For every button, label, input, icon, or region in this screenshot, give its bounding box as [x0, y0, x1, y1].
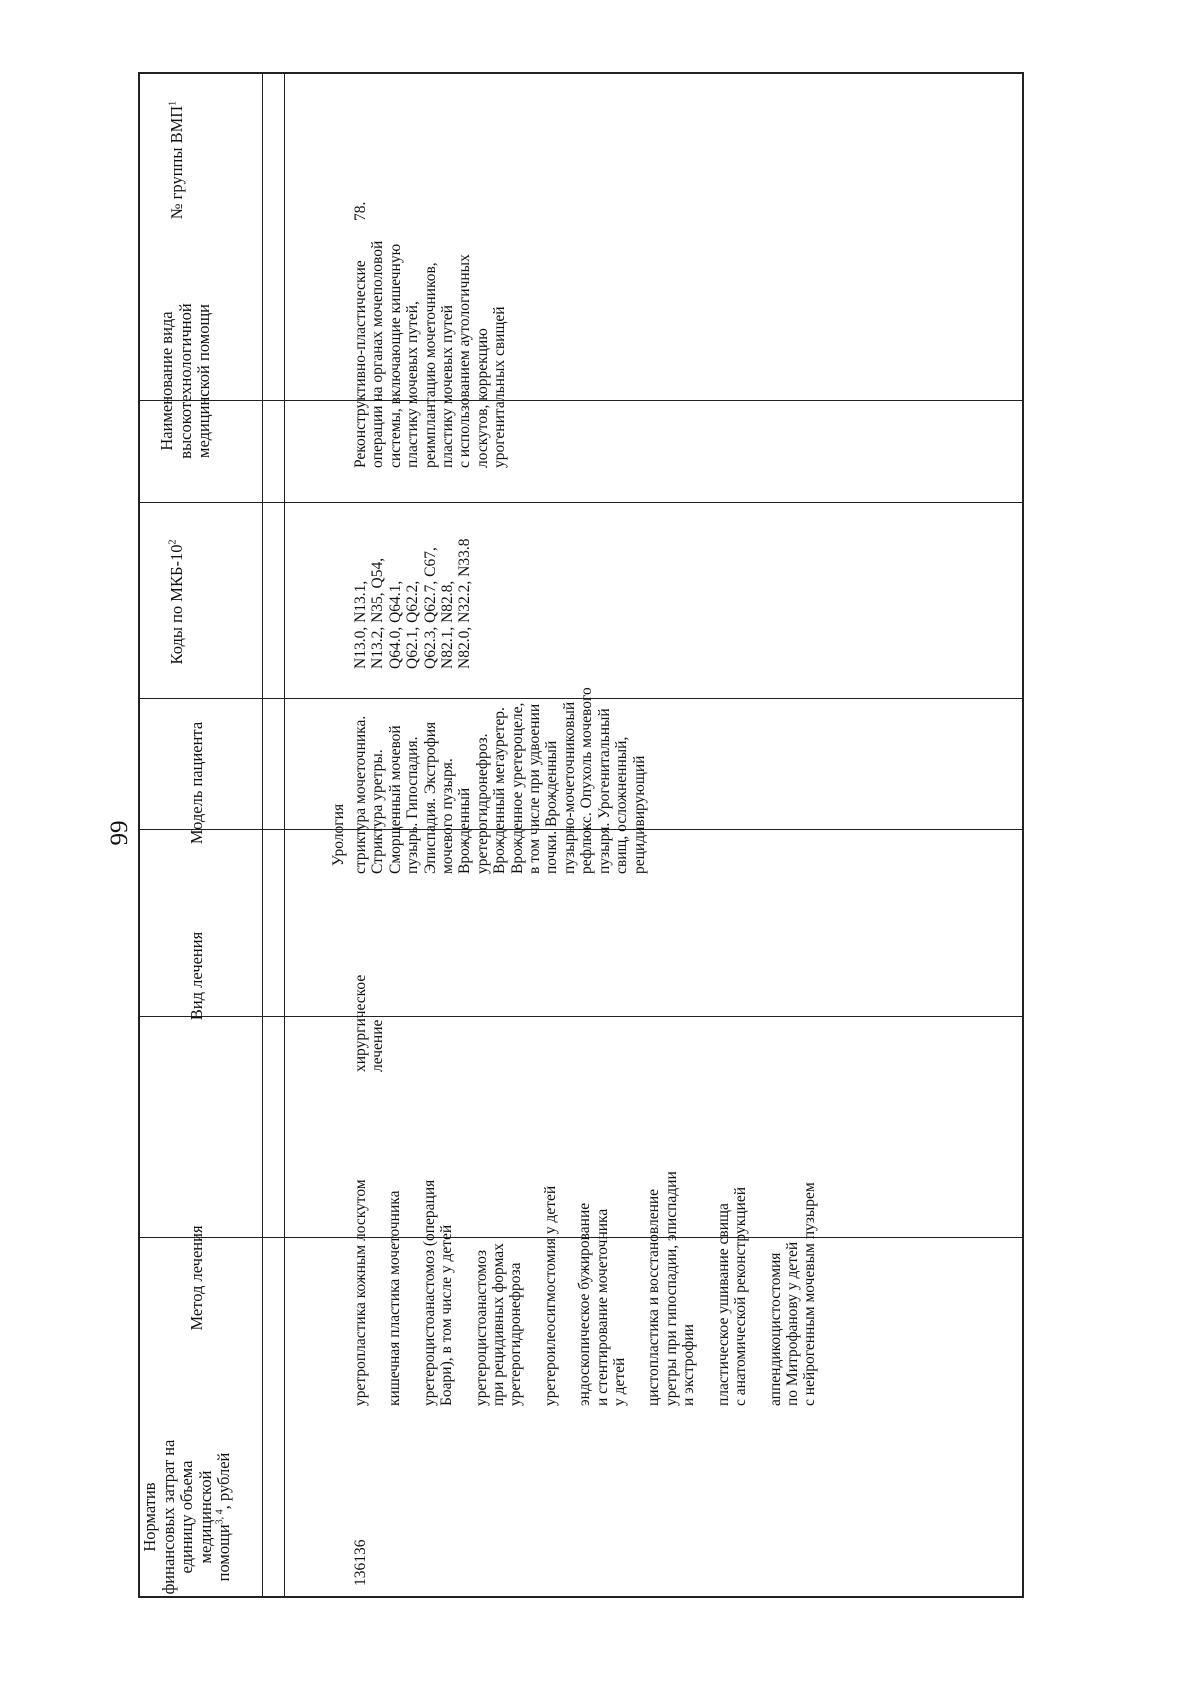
method-item: цистопластика и восстановление уретры при гипоспадии, эписпадии и экстрофии — [645, 1171, 698, 1406]
row-cost-norm: 136136 — [352, 1539, 369, 1586]
method-item: эндоскопическое бужирование и стентирование мочеточника у детей — [576, 1202, 629, 1406]
method-item: кишечная пластика мочеточника — [386, 1190, 404, 1406]
header-treatment-method: Метод лечения — [187, 1225, 206, 1331]
header-icd-codes: Коды по МКБ-$10^2$ — [167, 539, 186, 665]
row-icd-codes: N13.0, N13.1, N13.2, N35, Q54, Q64.0, Q64.1, Q62.1, Q62.2, Q62.3, Q62.7, C67, N82.1, N82.8, N82.0, N32.2, N33.8 — [352, 538, 474, 669]
section-title: Урология — [330, 803, 347, 867]
header-cost-norm: Норматив финансовых затрат на единицу объема медицинской помощи$^{3, 4}$, рублей — [140, 1439, 233, 1595]
row-treatment-type: хирургическое лечение — [352, 974, 387, 1072]
row-treatment-methods — [352, 1076, 819, 1406]
method-item: пластическое ушивание свища с анатомической реконструкцией — [714, 1187, 750, 1406]
method-item: уретропластика кожным лоскутом — [352, 1179, 369, 1406]
header-treatment-type: Вид лечения — [187, 931, 206, 1021]
row-care-type-name: Реконструктивно-пластические операции на органах мочеполовой системы, включающие кишечную пластику мочевых путей, реимплантацию мочеточников, пластику мочевых путей с использованием аутологичных лоскутов, коррекцию урогенитальных свищей — [352, 240, 509, 468]
page-number: 99 — [106, 820, 133, 846]
method-item: уретероцистоанастомоз (операция Боари), в том числе у детей — [420, 1179, 456, 1406]
header-group-no: № группы ВМП$^1$ — [167, 100, 186, 220]
rotated-table — [138, 72, 1024, 1598]
method-item: уретероцистоанастомоз при рецидивных формах уретерогидронефроза — [472, 1243, 525, 1406]
header-care-type-name: Наименование вида высокотехнологичной медицинской помощи — [157, 303, 213, 459]
method-item: уретероилеосигмостомия у детей — [541, 1185, 559, 1406]
row-group-no: 78. — [352, 201, 369, 221]
method-item: аппендикоцистостомия по Митрофанову у детей с нейрогенным мочевым пузырем — [766, 1182, 819, 1406]
header-patient-model: Модель пациента — [187, 721, 206, 845]
row-patient-model: стриктура мочеточника. Стриктура уретры. Сморщенный мочевой пузырь. Гипоспадия. Эписпадия. Экстрофия мочевого пузыря. Врожденный уретерогидронефроз. Врожденный мегауретер. Врожденное уретероцеле, в том числе при удвоении почки. Врожденный пузырно-мочеточниковый рефлюкс. Опухоль мочевого пузыря. Урогенитальный свищ, осложненный, рецидивирующий — [352, 687, 648, 874]
